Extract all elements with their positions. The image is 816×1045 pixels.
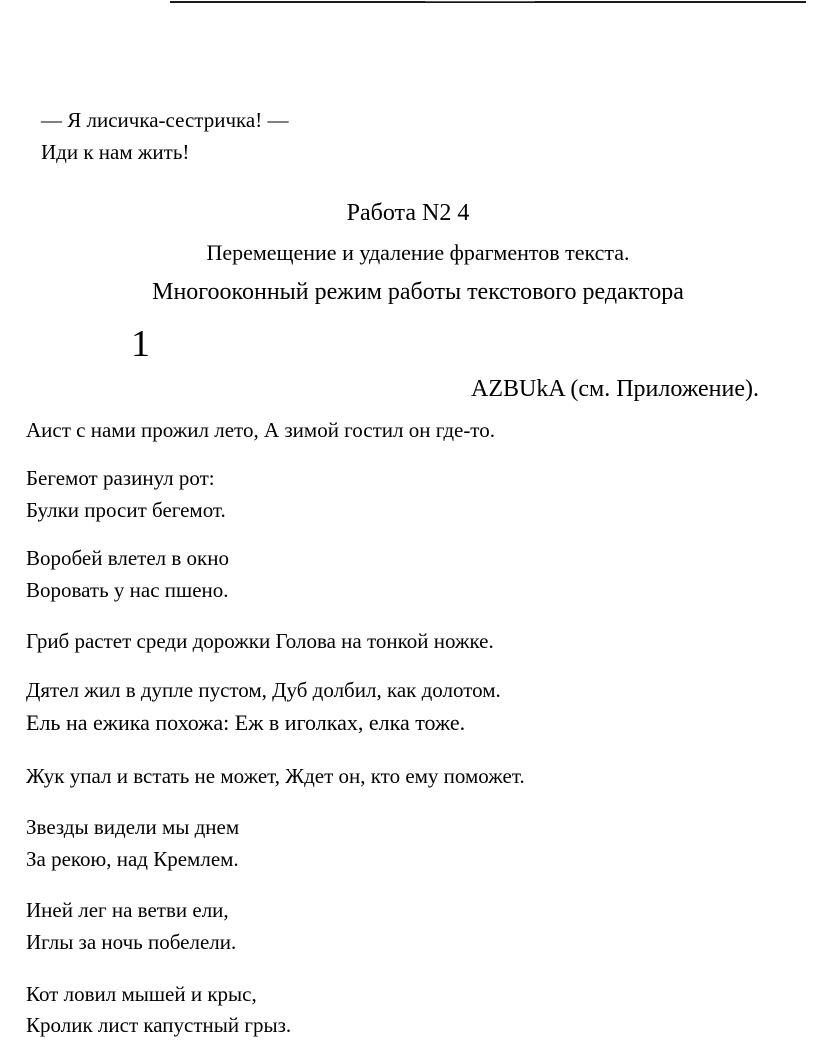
exercise-number: 1 <box>131 323 150 365</box>
rhyme-line: Воровать у нас пшено. <box>26 578 229 602</box>
rhyme-line: Кот ловил мышей и крыс, <box>26 982 257 1006</box>
rhyme-line: Жук упал и встать не может, Ждет он, кто ему поможет. <box>26 764 525 788</box>
top-rule-short <box>425 1 535 2</box>
poem-line: — Я лисичка-сестричка! — <box>41 108 289 132</box>
rhyme-line: Аист с нами прожил лето, А зимой гостил он где-то. <box>26 418 495 442</box>
rhyme-line: Булки просит бегемот. <box>26 498 226 522</box>
rhyme-line: Бегемот разинул рот: <box>26 466 215 490</box>
poem-line: Иди к нам жить! <box>41 140 190 164</box>
rhyme-line: Дятел жил в дупле пустом, Дуб долбил, как долотом. <box>26 678 501 702</box>
subtitle-line: Многооконный режим работы текстового редактора <box>152 279 684 305</box>
rhyme-line: Воробей влетел в окно <box>26 546 229 570</box>
rhyme-line: Ель на ежика похожа: Еж в иголках, елка тоже. <box>26 710 466 735</box>
rhyme-line: Гриб растет среди дорожки Голова на тонкой ножке. <box>26 629 494 653</box>
rhyme-line: За рекою, над Кремлем. <box>26 847 239 871</box>
subtitle-line: Перемещение и удаление фрагментов текста. <box>206 240 630 265</box>
azbuka-reference: AZBUkA (см. Приложение). <box>471 376 759 402</box>
rhyme-line: Иглы за ночь побелели. <box>26 930 237 954</box>
rhyme-line: Кролик лист капустный грыз. <box>26 1013 292 1037</box>
rhyme-line: Звезды видели мы днем <box>26 815 240 839</box>
page-title: Работа N2 4 <box>346 200 470 226</box>
rhyme-line: Иней лег на ветви ели, <box>26 898 229 922</box>
